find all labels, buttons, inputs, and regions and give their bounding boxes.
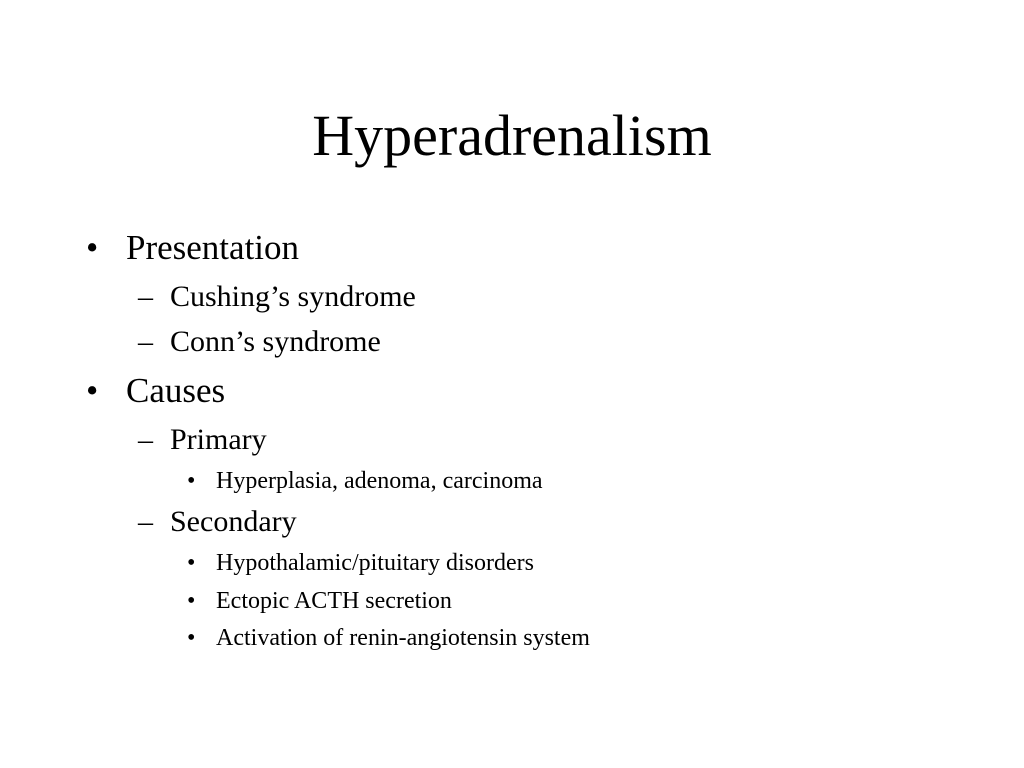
slide-title: Hyperadrenalism [312,103,712,168]
sub-sub-item-text: Ectopic ACTH secretion [216,588,452,614]
bullet-marker: • [187,468,196,494]
bullet-marker: • [86,371,99,410]
sub-sub-item-text: Hypothalamic/pituitary disorders [216,550,534,576]
bullet-marker: • [187,588,196,614]
dash-marker: – [138,505,153,538]
sub-sub-item-text: Hyperplasia, adenoma, carcinoma [216,468,543,494]
bullet-marker: • [86,228,99,267]
bullet-text: Presentation [126,228,300,267]
dash-marker: – [138,280,153,313]
bullet-marker: • [187,550,196,576]
sub-item-text: Conn’s syndrome [170,325,381,358]
dash-marker: – [138,423,153,456]
bullet-text: Causes [126,371,226,410]
bullet-marker: • [187,625,196,651]
sub-sub-item-text: Activation of renin-angiotensin system [216,625,590,651]
sub-item-text: Secondary [170,505,297,538]
sub-item-text: Cushing’s syndrome [170,280,416,313]
dash-marker: – [138,325,153,358]
sub-item-text: Primary [170,423,267,456]
